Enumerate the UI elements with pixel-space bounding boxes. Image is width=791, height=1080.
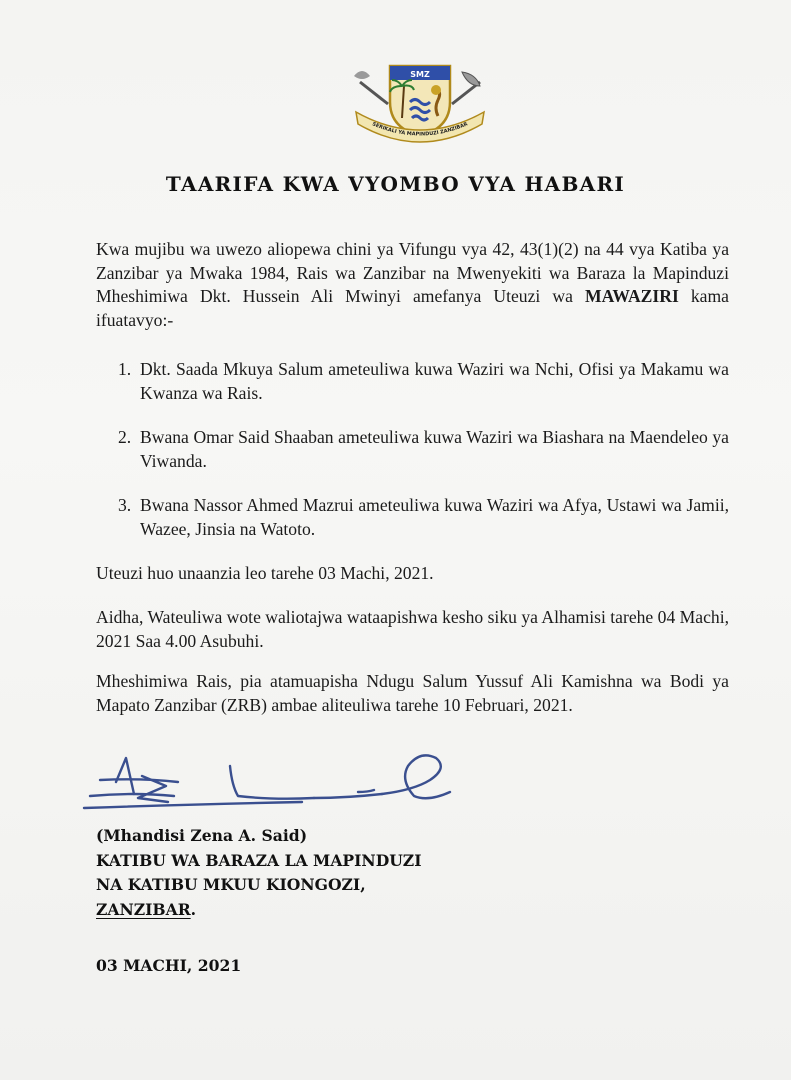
zanzibar-coat-of-arms-icon (352, 52, 488, 144)
signatory-place-line (96, 898, 422, 923)
signatory-title-line-2: NA KATIBU MKUU KIONGOZI, (96, 875, 366, 894)
list-item-number: 3. (118, 495, 132, 516)
emblem-banner-text: SERIKALI YA MAPINDUZI ZANZIBAR (371, 121, 469, 138)
signatory-name: (Mhandisi Zena A. Said) (96, 826, 308, 845)
appointments-list (118, 358, 729, 563)
intro-text: Kwa mujibu wa uwezo aliopewa chini ya Vifungu vya 42, 43(1)(2) na 44 vya Katiba ya Zanzibar ya Mwaka 1984, Rais wa Zanzibar na Mwenyekiti wa Baraza la Mapinduzi Mheshimiwa Dkt. Hussein Ali Mwinyi amefanya Uteuzi wa (96, 239, 729, 307)
intro-bold-word: MAWAZIRI (584, 286, 679, 307)
intro-paragraph (96, 238, 729, 332)
signatory-block (96, 824, 422, 922)
zrb-paragraph: Mheshimiwa Rais, pia atamuapisha Ndugu Salum Yussuf Ali Kamishna wa Bodi ya Mapato Zanzibar (ZRB) ambae aliteuliwa tarehe 10 Februari, 2021. (96, 671, 729, 715)
list-item-number: 2. (118, 427, 132, 448)
effective-date-paragraph: Uteuzi huo unaanzia leo tarehe 03 Machi, 2021. (96, 563, 434, 583)
signatory-place: ZANZIBAR (96, 899, 191, 919)
intro-text-end: kama ifuatavyo:- (96, 286, 729, 330)
handwritten-signature (82, 752, 454, 818)
list-item-text: Bwana Omar Said Shaaban ameteuliwa kuwa Waziri wa Biashara na Maendeleo ya Viwanda. (140, 427, 729, 471)
list-item (118, 426, 729, 473)
list-item-text: Bwana Nassor Ahmed Mazrui ameteuliwa kuwa Waziri wa Afya, Ustawi wa Jamii, Wazee, Jinsia na Watoto. (140, 495, 729, 539)
signatory-place-period: . (190, 899, 197, 919)
list-item-text: Dkt. Saada Mkuya Salum ameteuliwa kuwa Waziri wa Nchi, Ofisi ya Makamu wa Kwanza wa Rais. (140, 359, 729, 403)
signatory-title-line-1: KATIBU WA BARAZA LA MAPINDUZI (96, 850, 422, 870)
list-item-number: 1. (118, 359, 132, 379)
emblem-top-text: SMZ (410, 70, 430, 79)
release-date: 03 MACHI, 2021 (96, 956, 242, 975)
press-release-title: TAARIFA KWA VYOMBO VYA HABARI (165, 172, 626, 196)
list-item (118, 358, 729, 405)
list-item (118, 494, 729, 541)
swearing-in-paragraph: Aidha, Wateuliwa wote waliotajwa wataapishwa kesho siku ya Alhamisi tarehe 04 Machi, 2021 Saa 4.00 Asubuhi. (96, 607, 729, 651)
